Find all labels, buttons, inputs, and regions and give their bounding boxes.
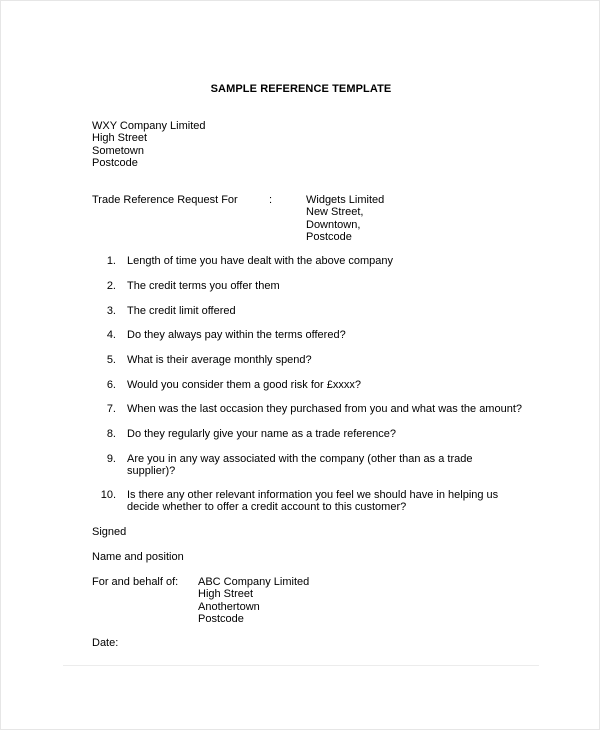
question-number: 9. <box>106 453 116 465</box>
question-text: Are you in any way associated with the company (other than as a trade <box>127 453 473 465</box>
sender-address-line: High Street <box>92 132 148 145</box>
question-number: 2. <box>106 280 116 292</box>
document-title: SAMPLE REFERENCE TEMPLATE <box>210 83 392 95</box>
question-number: 10. <box>100 489 116 501</box>
trade-reference-address <box>306 194 384 244</box>
sender-address <box>92 120 206 170</box>
trade-reference-address-line: New Street, <box>306 206 364 219</box>
question-text: decide whether to offer a credit account to this customer? <box>127 501 407 514</box>
question-number: 1. <box>106 255 116 267</box>
behalf-label: For and behalf of: <box>92 576 179 588</box>
trade-reference-address-line: Widgets Limited <box>306 194 385 206</box>
question-text: The credit terms you offer them <box>127 280 280 292</box>
behalf-address-line: Anothertown <box>198 600 260 613</box>
date-label: Date: <box>92 637 119 649</box>
question-text: supplier)? <box>127 465 176 478</box>
footer-divider <box>63 665 539 666</box>
question-text: Do they regularly give your name as a trade reference? <box>127 428 397 440</box>
trade-reference-address-line: Postcode <box>306 231 352 244</box>
behalf-address-line: Postcode <box>198 613 244 626</box>
question-number: 3. <box>106 305 116 317</box>
question-number: 7. <box>106 403 116 415</box>
sender-address-line: WXY Company Limited <box>92 120 206 132</box>
behalf-address-line: ABC Company Limited <box>198 576 310 588</box>
question-number: 4. <box>106 329 116 341</box>
trade-reference-address-line: Downtown, <box>306 218 361 231</box>
question-text: What is their average monthly spend? <box>127 354 312 366</box>
question-text: Do they always pay within the terms offered? <box>127 329 346 341</box>
sender-address-line: Sometown <box>92 144 144 157</box>
behalf-address-line: High Street <box>198 588 254 601</box>
trade-reference-colon: : <box>269 194 273 206</box>
question-number: 8. <box>106 428 116 440</box>
signed-label: Signed <box>92 526 127 538</box>
name-position-label: Name and position <box>92 551 184 563</box>
sender-address-line: Postcode <box>92 157 138 170</box>
behalf-address <box>198 576 309 626</box>
question-number: 5. <box>106 354 116 366</box>
question-number: 6. <box>106 379 116 391</box>
question-text: The credit limit offered <box>127 305 236 317</box>
trade-reference-label: Trade Reference Request For <box>92 194 238 206</box>
question-text: Would you consider them a good risk for £xxxx? <box>127 379 361 391</box>
question-text: Length of time you have dealt with the above company <box>127 255 394 267</box>
question-text: When was the last occasion they purchased from you and what was the amount? <box>127 403 522 415</box>
question-text: Is there any other relevant information you feel we should have in helping us <box>127 489 499 501</box>
